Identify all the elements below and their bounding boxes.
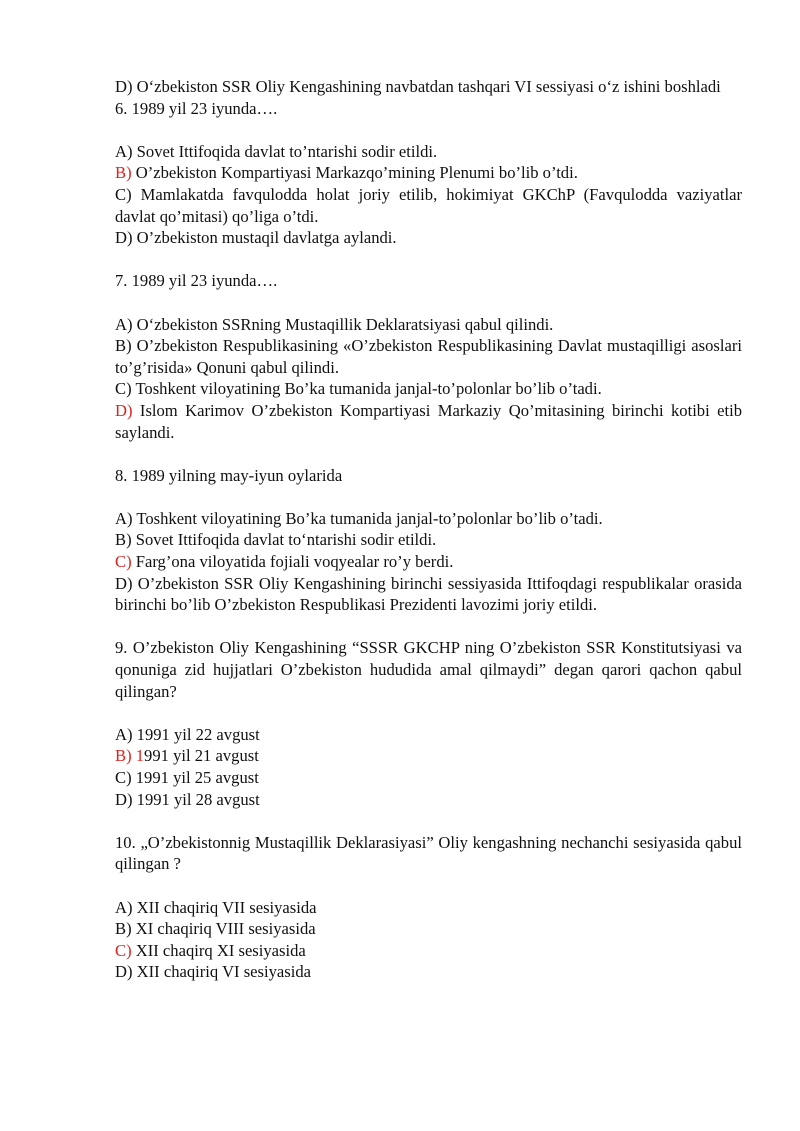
blank-line <box>115 249 742 271</box>
answer-option <box>115 897 742 919</box>
option-text: O‘zbekiston SSRning Mustaqillik Deklaratsiyasi qabul qilindi. <box>132 314 554 334</box>
answer-option <box>115 141 742 163</box>
option-marker: A) <box>115 897 133 917</box>
answer-option <box>115 335 742 378</box>
option-text: O’zbekiston SSR Oliy Kengashining birinchi sessiyasida Ittifoqdagi respublikalar orasida birinchi bo’lib O’zbekiston Respublikasi Prezidenti lavozimi joriy etildi. <box>115 573 742 615</box>
option-text: 1991 yil 28 avgust <box>132 789 260 809</box>
answer-option <box>115 76 742 98</box>
option-marker: C) <box>115 379 132 399</box>
option-marker: D) <box>115 962 133 982</box>
option-text: 991 yil 21 avgust <box>144 746 259 766</box>
option-marker: A) <box>115 314 133 334</box>
question-text: 8. 1989 yilning may-iyun oylarida <box>115 465 343 485</box>
answer-option <box>115 573 742 616</box>
question-text: 6. 1989 yil 23 iyunda…. <box>115 98 278 118</box>
answer-option <box>115 767 742 789</box>
option-marker: A) <box>115 724 133 744</box>
answer-option <box>115 184 742 227</box>
option-text: O’zbekiston mustaqil davlatga aylandi. <box>132 228 397 248</box>
correct-option-marker: D) <box>115 400 133 420</box>
answer-option <box>115 162 742 184</box>
quiz-content <box>115 76 742 983</box>
option-text: Sovet Ittifoqida davlat to’ntarishi sodir etildi. <box>132 141 438 161</box>
option-marker: A) <box>115 508 133 528</box>
option-text: XI chaqiriq VIII sesiyasida <box>131 919 316 939</box>
correct-option-marker: C) <box>115 552 132 572</box>
answer-option <box>115 529 742 551</box>
answer-option <box>115 314 742 336</box>
option-text: 1991 yil 22 avgust <box>132 724 260 744</box>
correct-option-marker: B) 1 <box>115 746 145 766</box>
blank-line <box>115 486 742 508</box>
option-marker: B) <box>115 530 132 550</box>
correct-option-marker: C) <box>115 940 132 960</box>
option-text: Toshkent viloyatining Bo’ka tumanida janjal-to’polonlar bo’lib o’tadi. <box>132 508 603 528</box>
option-text: Farg’ona viloyatida fojiali voqyealar ro’y berdi. <box>131 552 454 572</box>
answer-option <box>115 961 742 983</box>
option-marker: A) <box>115 141 133 161</box>
answer-option <box>115 508 742 530</box>
answer-option <box>115 551 742 573</box>
option-text: Toshkent viloyatining Bo’ka tumanida janjal-to’polonlar bo’lib o’tadi. <box>131 379 602 399</box>
question-text: 9. O’zbekiston Oliy Kengashining “SSSR GKCHP ning O’zbekiston SSR Konstitutsiyasi va qonuniga zid hujjatlari O’zbekiston hududida amal qilmaydi” degan qarori qachon qabul qilingan? <box>115 638 742 701</box>
blank-line <box>115 616 742 638</box>
blank-line <box>115 119 742 141</box>
option-text: Sovet Ittifoqida davlat to‘ntarishi sodir etildi. <box>131 530 437 550</box>
question-text: 7. 1989 yil 23 iyunda…. <box>115 271 278 291</box>
option-text: O‘zbekiston SSR Oliy Kengashining navbatdan tashqari VI sessiyasi o‘z ishini boshladi <box>132 77 721 96</box>
answer-option <box>115 724 742 746</box>
option-marker: D) <box>115 77 133 96</box>
option-text: O’zbekiston Respublikasining «O’zbekiston Respublikasining Davlat mustaqilligi asoslari to’g’risida» Qonuni qabul qilindi. <box>115 336 742 377</box>
option-marker: B) <box>115 336 132 356</box>
option-text: XII chaqirq XI sesiyasida <box>131 940 306 960</box>
blank-line <box>115 443 742 465</box>
answer-option <box>115 789 742 811</box>
answer-option <box>115 940 742 962</box>
blank-line <box>115 810 742 832</box>
option-marker: D) <box>115 573 133 593</box>
option-text: Islom Karimov O’zbekiston Kompartiyasi Markaziy Qo’mitasining birinchi kotibi etib saylandi. <box>115 400 742 442</box>
option-text: XII chaqiriq VII sesiyasida <box>132 897 317 917</box>
answer-option <box>115 400 742 443</box>
answer-option <box>115 378 742 400</box>
option-marker: B) <box>115 919 132 939</box>
option-marker: D) <box>115 789 133 809</box>
option-text: O’zbekiston Kompartiyasi Markazqo’mining Plenumi bo’lib o’tdi. <box>131 163 578 183</box>
option-text: 1991 yil 25 avgust <box>131 768 259 787</box>
option-marker: C) <box>115 184 132 204</box>
blank-line <box>115 702 742 724</box>
answer-option <box>115 745 742 767</box>
correct-option-marker: B) <box>115 163 132 183</box>
option-text: Mamlakatda favqulodda holat joriy etilib, hokimiyat GKChP (Favqulodda vaziyatlar davlat qo’mitasi) qo’liga o’tdi. <box>115 184 742 226</box>
option-text: XII chaqiriq VI sesiyasida <box>132 962 312 982</box>
answer-option <box>115 227 742 249</box>
blank-line <box>115 875 742 897</box>
blank-line <box>115 292 742 314</box>
answer-option <box>115 918 742 940</box>
option-marker: C) <box>115 768 132 787</box>
option-marker: D) <box>115 228 133 248</box>
question-text: 10. „O’zbekistonnig Mustaqillik Deklarasiyasi” Oliy kengashning nechanchi sesiyasida qabul qilingan ? <box>115 832 742 874</box>
